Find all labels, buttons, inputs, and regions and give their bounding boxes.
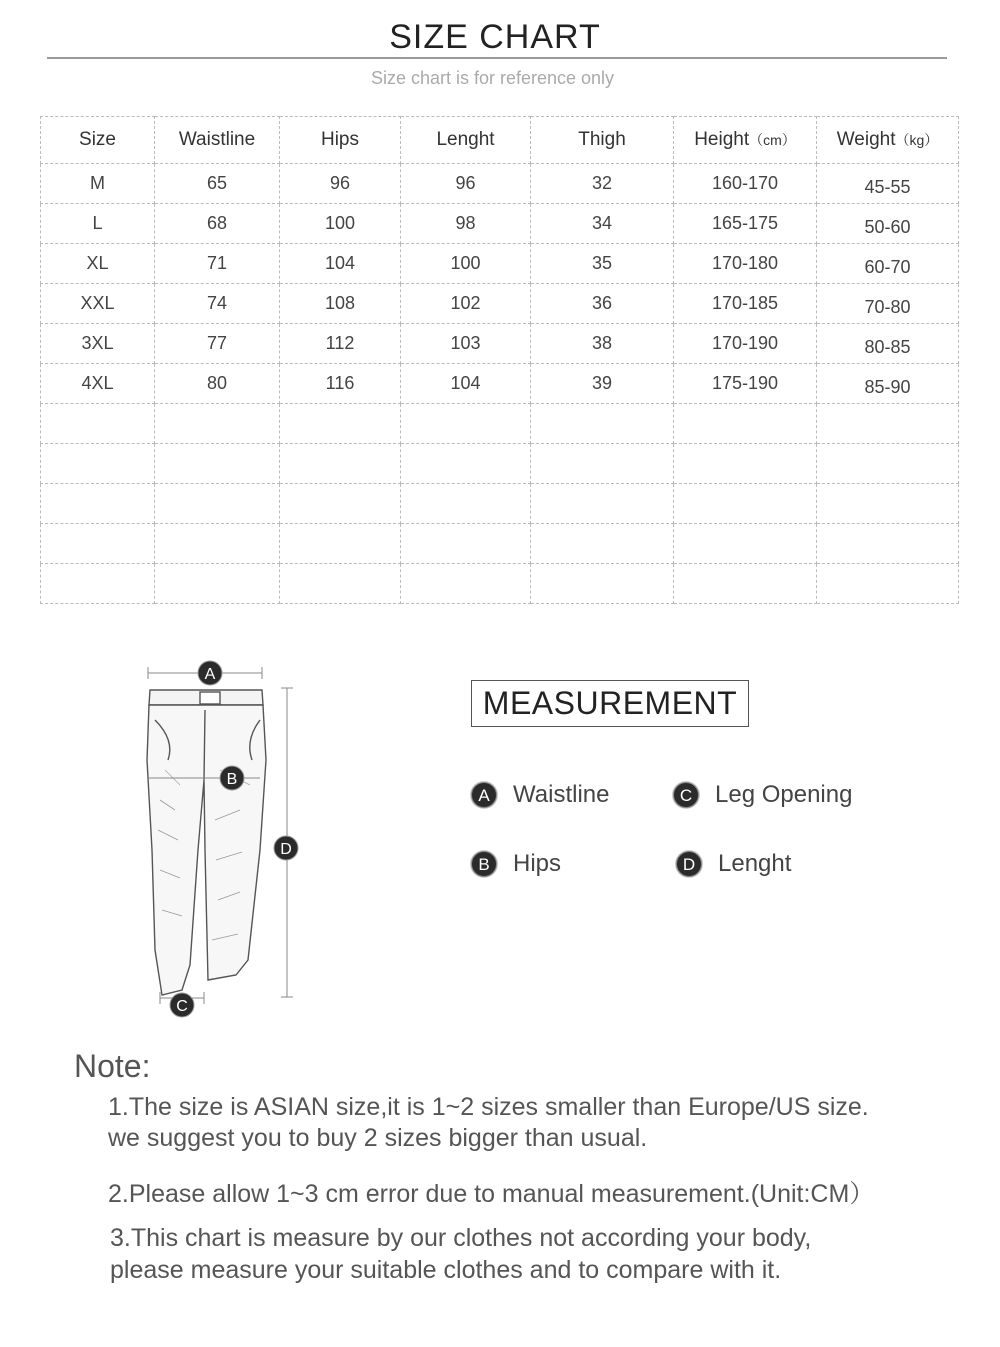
table-row — [41, 244, 959, 284]
legend-item-waistline — [471, 781, 609, 809]
table-cell: 80 — [155, 364, 280, 404]
table-cell: 65 — [155, 164, 280, 204]
empty-table-cell — [41, 484, 155, 524]
table-body — [41, 164, 959, 604]
table-cell: 50-60 — [817, 204, 959, 244]
empty-table-cell — [817, 524, 959, 564]
table-cell: 112 — [280, 324, 401, 364]
table-cell: 102 — [401, 284, 531, 324]
empty-table-cell — [155, 564, 280, 604]
column-header — [41, 117, 155, 164]
title-divider — [47, 57, 947, 59]
table-cell: 38 — [531, 324, 674, 364]
empty-table-row — [41, 404, 959, 444]
table-cell: 39 — [531, 364, 674, 404]
empty-table-cell — [41, 524, 155, 564]
column-header — [817, 117, 959, 164]
column-header — [280, 117, 401, 164]
empty-table-cell — [280, 444, 401, 484]
empty-table-cell — [817, 404, 959, 444]
table-cell: 160-170 — [674, 164, 817, 204]
empty-table-cell — [401, 404, 531, 444]
marker-c-label: C — [176, 998, 188, 1015]
column-header-label: Lenght — [436, 129, 495, 150]
note-line: 3.This chart is measure by our clothes not according your body, — [110, 1224, 812, 1252]
empty-table-cell — [401, 564, 531, 604]
legend-label: Waistline — [513, 781, 610, 808]
empty-table-cell — [401, 484, 531, 524]
table-cell: 60-70 — [817, 244, 959, 284]
table-cell: 170-190 — [674, 324, 817, 364]
table-row — [41, 324, 959, 364]
table-cell: 45-55 — [817, 164, 959, 204]
note-title: Note: — [74, 1048, 151, 1084]
note-line: 1.The size is ASIAN size,it is 1~2 sizes smaller than Europe/US size. — [108, 1093, 869, 1121]
empty-table-cell — [401, 524, 531, 564]
table-cell: 68 — [155, 204, 280, 244]
column-header-label: Waistline — [178, 129, 256, 150]
table-cell: 96 — [280, 164, 401, 204]
size-table — [40, 116, 959, 604]
table-cell: M — [41, 164, 155, 204]
column-header — [531, 117, 674, 164]
badge-d-icon: D — [676, 851, 702, 877]
empty-table-row — [41, 524, 959, 564]
marker-b — [220, 766, 244, 790]
empty-table-cell — [531, 564, 674, 604]
column-header — [155, 117, 280, 164]
legend-label: Hips — [513, 850, 562, 877]
legend-item-hips — [471, 850, 561, 878]
table-cell: 170-180 — [674, 244, 817, 284]
empty-table-cell — [817, 564, 959, 604]
empty-table-cell — [280, 524, 401, 564]
column-header-label: Thigh — [578, 129, 626, 150]
column-header-unit: （cm） — [749, 132, 796, 148]
marker-d-label: D — [280, 841, 292, 858]
table-cell: 32 — [531, 164, 674, 204]
column-header-unit: （kg） — [895, 132, 939, 148]
table-cell: 100 — [280, 204, 401, 244]
empty-table-cell — [155, 524, 280, 564]
empty-table-cell — [155, 484, 280, 524]
empty-table-cell — [401, 444, 531, 484]
empty-table-cell — [531, 444, 674, 484]
legend-label: Lenght — [718, 850, 792, 877]
empty-table-row — [41, 564, 959, 604]
empty-table-row — [41, 444, 959, 484]
table-cell: 96 — [401, 164, 531, 204]
table-cell: 165-175 — [674, 204, 817, 244]
note-line: 2.Please allow 1~3 cm error due to manual measurement.(Unit:CM） — [108, 1180, 875, 1208]
column-header-label: Hips — [320, 129, 359, 150]
column-header — [674, 117, 817, 164]
table-header-row — [41, 117, 959, 164]
table-cell: 175-190 — [674, 364, 817, 404]
table-row — [41, 284, 959, 324]
empty-table-cell — [41, 444, 155, 484]
note-line: please measure your suitable clothes and to compare with it. — [110, 1256, 782, 1284]
empty-table-cell — [531, 484, 674, 524]
badge-a-icon: A — [471, 782, 497, 808]
table-cell: 85-90 — [817, 364, 959, 404]
table-cell: 108 — [280, 284, 401, 324]
pants-illustration — [147, 690, 266, 995]
table-cell: XXL — [41, 284, 155, 324]
table-cell: 74 — [155, 284, 280, 324]
table-cell: 103 — [401, 324, 531, 364]
table-cell: XL — [41, 244, 155, 284]
page-subtitle: Size chart is for reference only — [370, 68, 615, 88]
table-cell: 3XL — [41, 324, 155, 364]
empty-table-cell — [41, 564, 155, 604]
column-header-label: Weight — [836, 129, 896, 150]
marker-b-label: B — [226, 771, 238, 788]
marker-c — [170, 993, 194, 1017]
table-row — [41, 164, 959, 204]
table-cell: 34 — [531, 204, 674, 244]
empty-table-cell — [674, 444, 817, 484]
page-title: SIZE CHART — [389, 18, 601, 56]
column-header-label: Height — [694, 129, 750, 150]
badge-b-icon: B — [471, 851, 497, 877]
empty-table-cell — [674, 484, 817, 524]
table-cell: 77 — [155, 324, 280, 364]
marker-d — [274, 836, 298, 860]
table-cell: 4XL — [41, 364, 155, 404]
table-cell: 170-185 — [674, 284, 817, 324]
table-cell: 36 — [531, 284, 674, 324]
badge-c-icon: C — [673, 782, 699, 808]
empty-table-cell — [155, 444, 280, 484]
note-line: we suggest you to buy 2 sizes bigger than usual. — [108, 1124, 648, 1152]
measurement-title: MEASUREMENT — [471, 680, 749, 727]
column-header-label: Size — [79, 129, 116, 150]
table-cell: 104 — [280, 244, 401, 284]
table-cell: L — [41, 204, 155, 244]
marker-a-label: A — [204, 666, 216, 683]
table-row — [41, 364, 959, 404]
table-cell: 98 — [401, 204, 531, 244]
empty-table-cell — [155, 404, 280, 444]
legend-item-lenght — [676, 850, 791, 878]
table-row — [41, 204, 959, 244]
empty-table-cell — [41, 404, 155, 444]
legend-item-leg-opening — [673, 781, 852, 809]
empty-table-cell — [280, 404, 401, 444]
table-cell: 71 — [155, 244, 280, 284]
table-cell: 100 — [401, 244, 531, 284]
empty-table-cell — [280, 484, 401, 524]
marker-a — [198, 661, 222, 685]
empty-table-cell — [817, 484, 959, 524]
empty-table-cell — [280, 564, 401, 604]
table-cell: 35 — [531, 244, 674, 284]
empty-table-cell — [531, 404, 674, 444]
empty-table-cell — [531, 524, 674, 564]
legend-label: Leg Opening — [715, 781, 853, 808]
empty-table-cell — [817, 444, 959, 484]
empty-table-cell — [674, 524, 817, 564]
pants-diagram — [120, 650, 330, 1030]
table-cell: 104 — [401, 364, 531, 404]
empty-table-cell — [674, 564, 817, 604]
table-cell: 80-85 — [817, 324, 959, 364]
table-cell: 116 — [280, 364, 401, 404]
column-header — [401, 117, 531, 164]
empty-table-row — [41, 484, 959, 524]
table-cell: 70-80 — [817, 284, 959, 324]
empty-table-cell — [674, 404, 817, 444]
